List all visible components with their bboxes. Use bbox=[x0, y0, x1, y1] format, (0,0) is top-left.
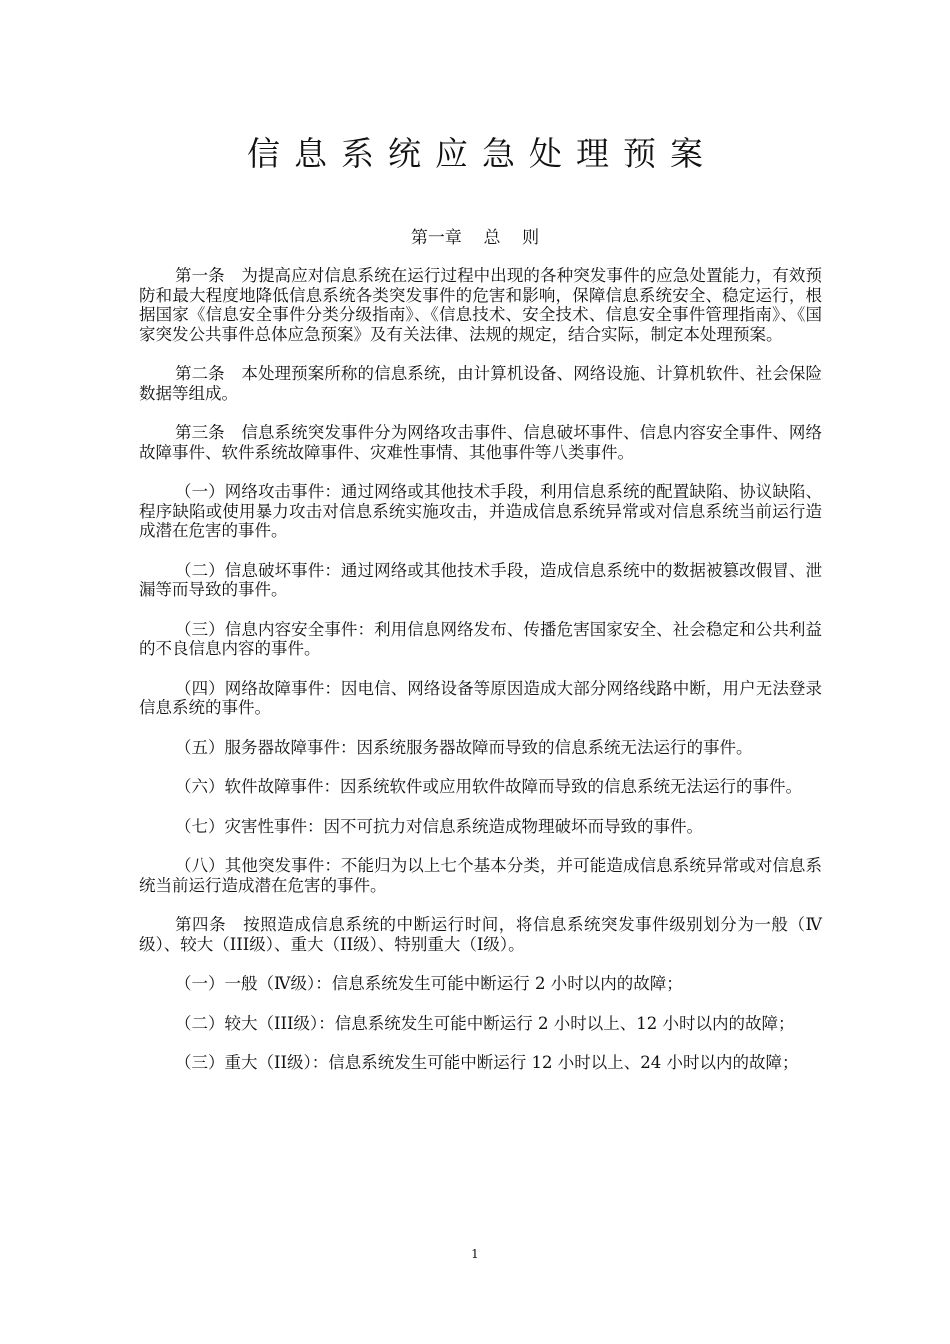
paragraph-article-3: 第三条 信息系统突发事件分为网络攻击事件、信息破坏事件、信息内容安全事件、网络故障事件、软件系统故障事件、灾难性事情、其他事件等八类事件。 bbox=[139, 423, 822, 462]
paragraph-item-8: （八）其他突发事件：不能归为以上七个基本分类，并可能造成信息系统异常或对信息系统当前运行造成潜在危害的事件。 bbox=[139, 856, 822, 895]
chapter-heading: 第一章 总 则 bbox=[410, 228, 540, 248]
paragraph-item-4: （四）网络故障事件：因电信、网络设备等原因造成大部分网络线路中断，用户无法登录信息系统的事件。 bbox=[139, 678, 822, 717]
paragraph-level-3: （三）重大（II级）：信息系统发生可能中断运行 12 小时以上、24 小时以内的故障； bbox=[175, 1053, 799, 1072]
page-number: 1 bbox=[471, 1247, 479, 1261]
paragraph-level-1: （一）一般（Ⅳ级）：信息系统发生可能中断运行 2 小时以内的故障； bbox=[175, 974, 683, 993]
paragraph-level-2: （二）较大（III级）：信息系统发生可能中断运行 2 小时以上、12 小时以内的故障； bbox=[175, 1013, 795, 1033]
paragraph-item-5: （五）服务器故障事件：因系统服务器故障而导致的信息系统无法运行的事件。 bbox=[175, 737, 753, 757]
paragraph-article-1: 第一条 为提高应对信息系统在运行过程中出现的各种突发事件的应急处置能力，有效预防和最大程度地降低信息系统各类突发事件的危害和影响，保障信息系统安全、稳定运行，根据国家《信息安全事件分类分级指南》、《信息技术、安全技术、信息安全事件管理指南》、《国家突发公共事件总体应急预案》及有关法律、法规的规定，结合实际，制定本处理预案。 bbox=[139, 266, 822, 344]
paragraph-article-2: 第二条 本处理预案所称的信息系统，由计算机设备、网络设施、计算机软件、社会保险数据等组成。 bbox=[139, 364, 822, 403]
document-body bbox=[139, 266, 822, 1093]
paragraph-item-2: （二）信息破坏事件：通过网络或其他技术手段，造成信息系统中的数据被篡改假冒、泄漏等而导致的事件。 bbox=[139, 560, 822, 599]
paragraph-item-1: （一）网络攻击事件：通过网络或其他技术手段，利用信息系统的配置缺陷、协议缺陷、程序缺陷或使用暴力攻击对信息系统实施攻击，并造成信息系统异常或对信息系统当前运行造成潜在危害的事件。 bbox=[139, 482, 822, 540]
paragraph-item-6: （六）软件故障事件：因系统软件或应用软件故障而导致的信息系统无法运行的事件。 bbox=[175, 777, 802, 796]
paragraph-item-3: （三）信息内容安全事件：利用信息网络发布、传播危害国家安全、社会稳定和公共利益的不良信息内容的事件。 bbox=[139, 619, 822, 658]
paragraph-item-7: （七）灾害性事件：因不可抗力对信息系统造成物理破坏而导致的事件。 bbox=[175, 816, 703, 836]
paragraph-article-4: 第四条 按照造成信息系统的中断运行时间，将信息系统突发事件级别划分为一般（Ⅳ级）、较大（III级）、重大（II级）、特别重大（I级）。 bbox=[139, 915, 822, 954]
document-title: 信息系统应急处理预案 bbox=[247, 134, 717, 173]
